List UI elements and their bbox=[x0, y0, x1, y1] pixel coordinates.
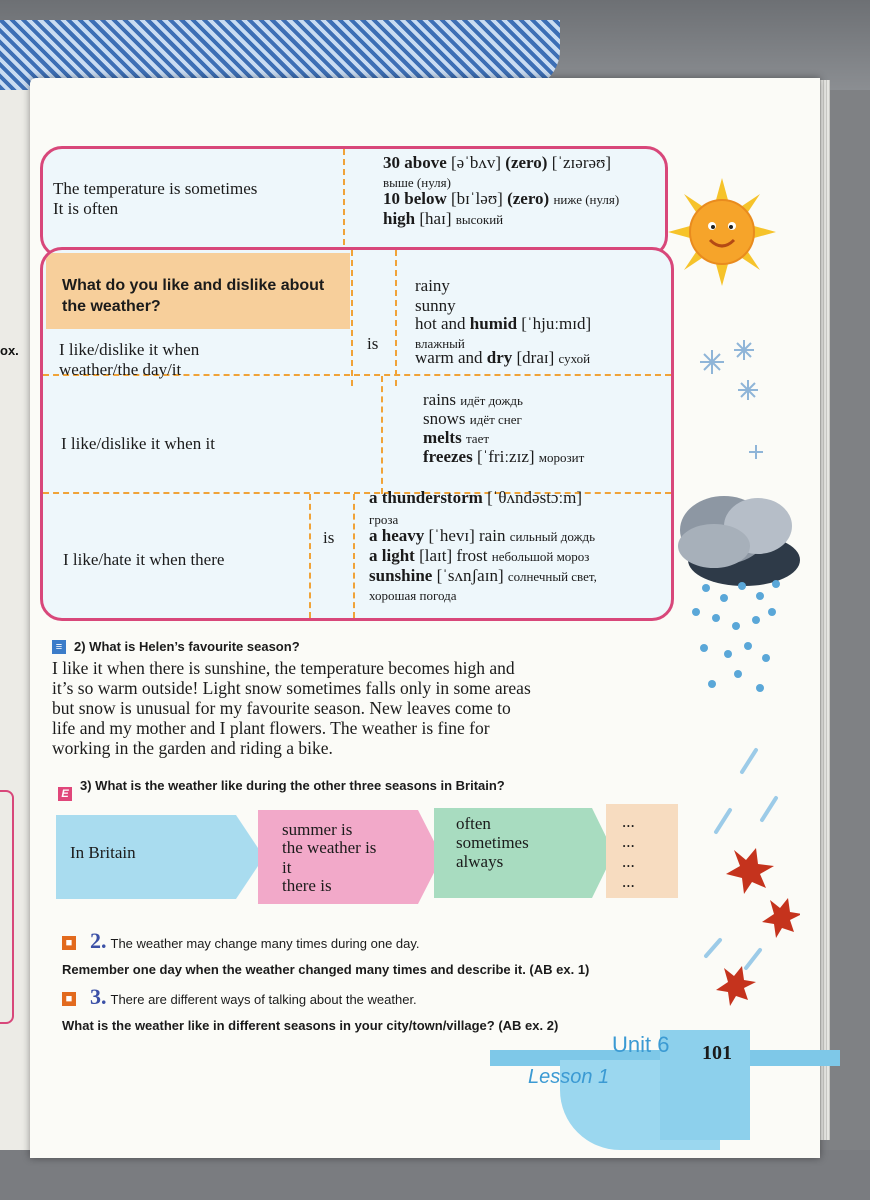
answer-dots: ... bbox=[622, 872, 635, 891]
light-word: a light bbox=[369, 546, 415, 565]
row1-left-2: weather/the day/it bbox=[59, 360, 182, 379]
question-text: What do you like and dislike about the weather? bbox=[62, 277, 325, 315]
above-line bbox=[383, 153, 611, 173]
word-humid bbox=[415, 314, 591, 334]
text-line: working in the garden and riding a bike. bbox=[52, 738, 333, 758]
row3-is: is bbox=[323, 528, 335, 547]
sunshine-translation: солнечный свет, bbox=[507, 569, 597, 584]
high-line bbox=[383, 209, 503, 230]
light-ipa: [laɪt] bbox=[419, 546, 453, 565]
word-sunshine bbox=[369, 566, 597, 587]
task2-line bbox=[90, 928, 420, 954]
heavy-word: a heavy bbox=[369, 526, 425, 545]
dry-ipa: [draɪ] bbox=[516, 348, 555, 367]
lesson-label: Lesson 1 bbox=[528, 1066, 610, 1088]
dry-translation: сухой bbox=[558, 351, 591, 366]
task2-text: The weather may change many times during one day. bbox=[110, 936, 420, 951]
word-dry bbox=[415, 348, 590, 369]
word-hot-and: hot and bbox=[415, 314, 466, 333]
above-translation: выше (нуля) bbox=[383, 175, 451, 190]
sunshine-translation-2: хорошая погода bbox=[369, 588, 457, 603]
text-line: but snow is unusual for my favourite season. New leaves come to bbox=[52, 698, 511, 718]
task2-number: 2. bbox=[90, 928, 107, 953]
below-ipa: [bɪˈləʊ] bbox=[451, 189, 503, 208]
rains-word: rains bbox=[423, 390, 457, 409]
humid-word: humid bbox=[469, 314, 518, 333]
word-rainy: rainy bbox=[415, 276, 450, 295]
weather-table bbox=[40, 247, 674, 621]
humid-ipa: [ˈhjuːmɪd] bbox=[521, 314, 592, 333]
sun-icon bbox=[668, 178, 776, 286]
dry-word: dry bbox=[486, 348, 513, 367]
divider bbox=[343, 149, 345, 255]
freezes-translation: морозит bbox=[538, 450, 585, 465]
word-thunderstorm bbox=[369, 488, 582, 508]
arrow-in-britain bbox=[56, 815, 264, 899]
arrow2-item: there is bbox=[282, 876, 332, 895]
arrow2-item: the weather is bbox=[282, 838, 377, 857]
high-ipa: [haɪ] bbox=[419, 209, 452, 228]
answer-dots: ... bbox=[622, 832, 635, 851]
divider bbox=[381, 376, 383, 494]
answer-dots: ... bbox=[622, 852, 635, 871]
divider bbox=[351, 250, 353, 386]
zero-ipa: [ˈzɪərəʊ] bbox=[551, 153, 612, 172]
divider bbox=[395, 250, 397, 386]
rain-word: rain bbox=[479, 526, 506, 545]
above-word: 30 above bbox=[383, 153, 447, 172]
frost-word: frost bbox=[456, 546, 488, 565]
arrow3-item: always bbox=[456, 852, 504, 871]
freezes-ipa: [ˈfriːzɪz] bbox=[476, 447, 535, 466]
task3-instruction: What is the weather like in different seasons in your city/town/village? (AB ex. 2) bbox=[62, 1018, 559, 1033]
word-freezes bbox=[423, 447, 584, 468]
humid-translation: влажный bbox=[415, 336, 465, 351]
thunderstorm-ipa: [ˈθʌndəstɔːm] bbox=[487, 488, 583, 507]
task2-instruction: Remember one day when the weather changed many times and describe it. (AB ex. 1) bbox=[62, 962, 590, 977]
row3-left: I like/hate it when there bbox=[63, 550, 225, 569]
melts-translation: тает bbox=[465, 431, 490, 446]
heavy-ipa: [ˈhevɪ] bbox=[428, 526, 475, 545]
word-warm-and: warm and bbox=[415, 348, 483, 367]
row1-is: is bbox=[367, 334, 379, 353]
word-heavy-rain bbox=[369, 526, 595, 547]
exercise-marker-icon: E bbox=[58, 787, 72, 801]
below-word: 10 below bbox=[383, 189, 447, 208]
arrow2-item: it bbox=[282, 858, 292, 877]
text-line: it’s so warm outside! Light snow sometimes falls only in some areas bbox=[52, 678, 531, 698]
word-melts bbox=[423, 428, 489, 449]
answer-dots: ... bbox=[622, 812, 635, 831]
task3-number: 3. bbox=[90, 984, 107, 1009]
section2-heading: 2) What is Helen’s favourite season? bbox=[74, 639, 300, 654]
light-frost-translation: небольшой мороз bbox=[491, 549, 590, 564]
left-page-fragment: ox. bbox=[0, 343, 19, 358]
leaves-icon bbox=[700, 740, 800, 1020]
arrow-subject bbox=[258, 810, 442, 894]
below-translation: ниже (нуля) bbox=[553, 192, 620, 207]
high-word: high bbox=[383, 209, 416, 228]
arrow1-label: In Britain bbox=[70, 843, 136, 862]
task3-text: There are different ways of talking about the weather. bbox=[110, 992, 417, 1007]
text-line: life and my mother and I plant flowers. The weather is fine for bbox=[52, 718, 490, 738]
snowflakes-icon bbox=[692, 320, 772, 470]
freezes-word: freezes bbox=[423, 447, 473, 466]
page-number: 101 bbox=[702, 1042, 732, 1064]
sunshine-word: sunshine bbox=[369, 566, 433, 585]
melts-word: melts bbox=[423, 428, 462, 447]
arrow3-item: sometimes bbox=[456, 833, 529, 852]
arrow3-item: often bbox=[456, 814, 491, 833]
row2-left: I like/dislike it when it bbox=[61, 434, 215, 453]
zero-word-2: (zero) bbox=[507, 189, 550, 208]
word-sunny: sunny bbox=[415, 296, 456, 315]
sunshine-ipa: [ˈsʌnʃaɪn] bbox=[436, 566, 504, 585]
answer-box bbox=[606, 804, 678, 898]
speaking-icon: ■ bbox=[62, 992, 76, 1006]
divider bbox=[309, 494, 311, 618]
question-heading bbox=[46, 253, 350, 329]
arrow-frequency bbox=[434, 808, 614, 892]
above-ipa: [əˈbʌv] bbox=[451, 153, 502, 172]
temperature-line-2: It is often bbox=[53, 199, 119, 218]
heavy-rain-translation: сильный дождь bbox=[509, 529, 596, 544]
speaking-icon: ■ bbox=[62, 936, 76, 950]
word-snows bbox=[423, 409, 522, 430]
unit-label: Unit 6 bbox=[612, 1032, 670, 1057]
rains-translation: идёт дождь bbox=[460, 393, 523, 408]
thunderstorm-translation: гроза bbox=[369, 512, 399, 527]
snows-word: snows bbox=[423, 409, 466, 428]
left-page-frame bbox=[0, 790, 14, 1024]
below-line bbox=[383, 189, 619, 210]
section3-heading: 3) What is the weather like during the other three seasons in Britain? bbox=[80, 778, 505, 793]
rain-cloud-icon bbox=[676, 488, 802, 708]
thunderstorm-word: a thunderstorm bbox=[369, 488, 483, 507]
text-line: I like it when there is sunshine, the temperature becomes high and bbox=[52, 658, 515, 678]
snows-translation: идёт снег bbox=[469, 412, 522, 427]
arrow2-item: summer is bbox=[282, 820, 353, 839]
word-light-frost bbox=[369, 546, 589, 567]
task3-line bbox=[90, 984, 417, 1010]
row1-left-1: I like/dislike it when bbox=[59, 340, 200, 359]
zero-word: (zero) bbox=[505, 153, 548, 172]
divider bbox=[353, 494, 355, 618]
temperature-line-1: The temperature is sometimes bbox=[53, 179, 258, 198]
temperature-box bbox=[40, 146, 668, 258]
word-rains bbox=[423, 390, 523, 411]
high-translation: высокий bbox=[455, 212, 504, 227]
helen-text bbox=[52, 658, 531, 758]
text-icon: ≡ bbox=[52, 640, 66, 654]
